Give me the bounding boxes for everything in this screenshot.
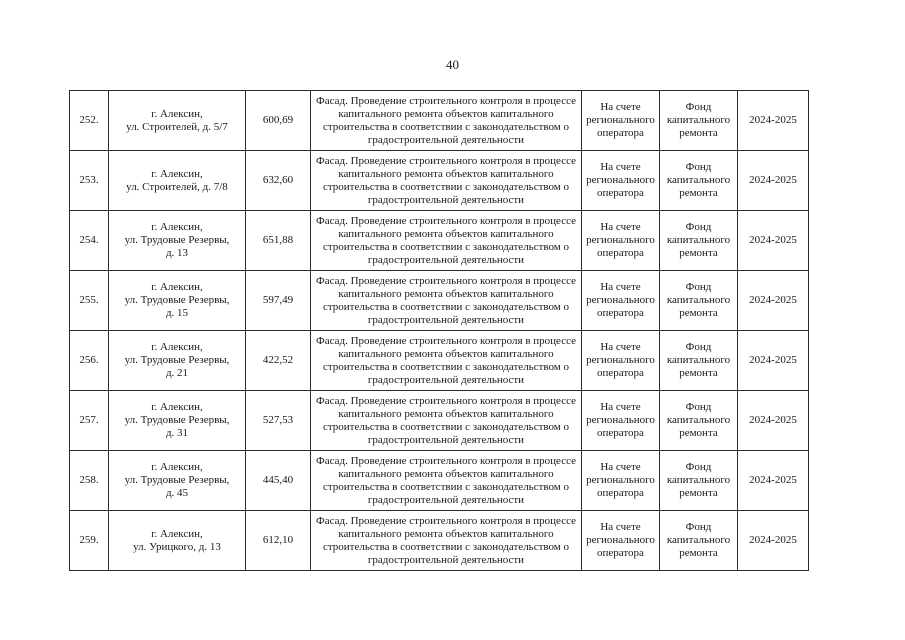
work-description-line: Фасад. Проведение строительного контроля в процессе	[316, 94, 576, 107]
account-cell	[582, 511, 660, 571]
work-description-line: градостроительной деятельности	[367, 553, 525, 566]
work-description-line: Фасад. Проведение строительного контроля в процессе	[316, 394, 576, 407]
period-cell: 2024-2025	[738, 211, 809, 271]
funding-source-line: Фонд	[685, 461, 712, 473]
address-cell	[109, 391, 246, 451]
address-line: д. 21	[165, 367, 189, 379]
work-description-cell	[311, 451, 582, 511]
period-cell: 2024-2025	[738, 151, 809, 211]
funding-source-line: ремонта	[679, 487, 718, 499]
work-description-line: строительства в соответствии с законодательством о	[322, 240, 570, 253]
work-description-line: Фасад. Проведение строительного контроля в процессе	[316, 154, 576, 167]
work-description-line: Фасад. Проведение строительного контроля в процессе	[316, 214, 576, 227]
account-cell	[582, 91, 660, 151]
table-row	[70, 451, 809, 511]
funding-source-line: ремонта	[679, 367, 718, 379]
period-cell: 2024-2025	[738, 511, 809, 571]
account-cell	[582, 331, 660, 391]
address-line: д. 45	[165, 487, 189, 499]
account-cell	[582, 451, 660, 511]
work-description-line: Фасад. Проведение строительного контроля в процессе	[316, 454, 576, 467]
address-cell	[109, 211, 246, 271]
funding-source-line: капитального	[666, 234, 731, 246]
funding-source-line: ремонта	[679, 127, 718, 139]
account-line: На счете	[600, 461, 641, 473]
account-cell	[582, 391, 660, 451]
table-row	[70, 271, 809, 331]
work-description-line: градостроительной деятельности	[367, 433, 525, 446]
work-description-line: Фасад. Проведение строительного контроля в процессе	[316, 334, 576, 347]
address-line: г. Алексин,	[151, 341, 203, 353]
address-line: ул. Трудовые Резервы,	[124, 474, 230, 486]
work-description-line: Фасад. Проведение строительного контроля в процессе	[316, 274, 576, 287]
funding-source-line: ремонта	[679, 547, 718, 559]
area-cell: 445,40	[246, 451, 311, 511]
account-line: регионального	[586, 354, 655, 366]
account-line: оператора	[597, 127, 644, 139]
work-description-cell	[311, 331, 582, 391]
funding-source-cell	[660, 271, 738, 331]
row-number-cell: 254.	[70, 211, 109, 271]
funding-source-line: Фонд	[685, 101, 712, 113]
account-line: регионального	[586, 174, 655, 186]
address-line: д. 13	[165, 247, 189, 259]
funding-source-line: капитального	[666, 294, 731, 306]
table-row	[70, 151, 809, 211]
work-description-line: капитального ремонта объектов капитального	[338, 107, 554, 120]
funding-source-cell	[660, 391, 738, 451]
work-description-line: строительства в соответствии с законодательством о	[322, 540, 570, 553]
account-line: На счете	[600, 521, 641, 533]
work-description-line: капитального ремонта объектов капитального	[338, 527, 554, 540]
address-line: ул. Урицкого, д. 13	[133, 540, 221, 553]
account-line: На счете	[600, 161, 641, 173]
address-line: ул. Строителей, д. 7/8	[126, 180, 228, 193]
account-line: регионального	[586, 234, 655, 246]
account-line: оператора	[597, 187, 644, 199]
account-line: оператора	[597, 547, 644, 559]
funding-source-line: Фонд	[685, 161, 712, 173]
row-number-cell: 255.	[70, 271, 109, 331]
work-description-line: строительства в соответствии с законодательством о	[322, 300, 570, 313]
address-line: г. Алексин,	[151, 167, 203, 180]
work-description-line: градостроительной деятельности	[367, 313, 525, 326]
work-description-cell	[311, 511, 582, 571]
table-row	[70, 91, 809, 151]
account-line: регионального	[586, 294, 655, 306]
area-cell: 597,49	[246, 271, 311, 331]
funding-source-cell	[660, 151, 738, 211]
address-line: ул. Строителей, д. 5/7	[126, 120, 228, 133]
account-line: регионального	[586, 534, 655, 546]
page-number: 40	[446, 57, 459, 72]
area-cell: 612,10	[246, 511, 311, 571]
work-description-line: строительства в соответствии с законодательством о	[322, 120, 570, 133]
account-line: оператора	[597, 247, 644, 259]
work-description-line: капитального ремонта объектов капитального	[338, 407, 554, 420]
funding-source-line: капитального	[666, 354, 731, 366]
funding-source-line: капитального	[666, 534, 731, 546]
work-description-cell	[311, 391, 582, 451]
account-cell	[582, 271, 660, 331]
repair-registry-table	[69, 90, 809, 571]
work-description-line: градостроительной деятельности	[367, 133, 525, 146]
area-cell: 600,69	[246, 91, 311, 151]
work-description-line: строительства в соответствии с законодательством о	[322, 480, 570, 493]
funding-source-cell	[660, 451, 738, 511]
table-row	[70, 331, 809, 391]
row-number-cell: 256.	[70, 331, 109, 391]
account-line: На счете	[600, 221, 641, 233]
table-row	[70, 511, 809, 571]
work-description-line: градостроительной деятельности	[367, 193, 525, 206]
funding-source-cell	[660, 331, 738, 391]
table-row	[70, 391, 809, 451]
registry-body	[70, 91, 809, 571]
account-line: оператора	[597, 367, 644, 379]
address-line: д. 31	[165, 427, 189, 439]
account-line: На счете	[600, 281, 641, 293]
funding-source-cell	[660, 91, 738, 151]
account-line: На счете	[600, 101, 641, 113]
work-description-cell	[311, 151, 582, 211]
work-description-cell	[311, 91, 582, 151]
address-line: ул. Трудовые Резервы,	[124, 354, 230, 366]
funding-source-cell	[660, 211, 738, 271]
work-description-cell	[311, 211, 582, 271]
work-description-cell	[311, 271, 582, 331]
funding-source-line: ремонта	[679, 247, 718, 259]
account-line: регионального	[586, 114, 655, 126]
funding-source-line: ремонта	[679, 427, 718, 439]
address-line: ул. Трудовые Резервы,	[124, 294, 230, 306]
address-cell	[109, 331, 246, 391]
row-number-cell: 257.	[70, 391, 109, 451]
work-description-line: градостроительной деятельности	[367, 373, 525, 386]
funding-source-line: ремонта	[679, 307, 718, 319]
account-line: На счете	[600, 401, 641, 413]
funding-source-line: Фонд	[685, 341, 712, 353]
work-description-line: строительства в соответствии с законодательством о	[322, 420, 570, 433]
funding-source-line: Фонд	[685, 221, 712, 233]
work-description-line: градостроительной деятельности	[367, 253, 525, 266]
account-cell	[582, 151, 660, 211]
area-cell: 527,53	[246, 391, 311, 451]
funding-source-line: Фонд	[685, 281, 712, 293]
address-cell	[109, 451, 246, 511]
area-cell: 632,60	[246, 151, 311, 211]
area-cell: 422,52	[246, 331, 311, 391]
work-description-line: капитального ремонта объектов капитального	[338, 287, 554, 300]
work-description-line: капитального ремонта объектов капитального	[338, 467, 554, 480]
row-number-cell: 258.	[70, 451, 109, 511]
period-cell: 2024-2025	[738, 91, 809, 151]
funding-source-line: Фонд	[685, 521, 712, 533]
funding-source-line: Фонд	[685, 401, 712, 413]
account-cell	[582, 211, 660, 271]
address-line: г. Алексин,	[151, 221, 203, 233]
area-cell: 651,88	[246, 211, 311, 271]
account-line: регионального	[586, 474, 655, 486]
table-row	[70, 211, 809, 271]
work-description-line: градостроительной деятельности	[367, 493, 525, 506]
work-description-line: строительства в соответствии с законодательством о	[322, 180, 570, 193]
account-line: оператора	[597, 307, 644, 319]
address-line: г. Алексин,	[151, 461, 203, 473]
row-number-cell: 259.	[70, 511, 109, 571]
period-cell: 2024-2025	[738, 271, 809, 331]
address-line: г. Алексин,	[151, 401, 203, 413]
funding-source-line: капитального	[666, 114, 731, 126]
address-line: д. 15	[165, 307, 189, 319]
address-line: ул. Трудовые Резервы,	[124, 414, 230, 426]
work-description-line: капитального ремонта объектов капитального	[338, 167, 554, 180]
row-number-cell: 252.	[70, 91, 109, 151]
work-description-line: капитального ремонта объектов капитального	[338, 227, 554, 240]
address-line: г. Алексин,	[151, 107, 203, 120]
account-line: оператора	[597, 427, 644, 439]
funding-source-line: капитального	[666, 474, 731, 486]
period-cell: 2024-2025	[738, 331, 809, 391]
address-cell	[109, 271, 246, 331]
funding-source-cell	[660, 511, 738, 571]
period-cell: 2024-2025	[738, 391, 809, 451]
address-line: ул. Трудовые Резервы,	[124, 234, 230, 246]
address-cell	[109, 511, 246, 571]
funding-source-line: ремонта	[679, 187, 718, 199]
account-line: регионального	[586, 414, 655, 426]
work-description-line: Фасад. Проведение строительного контроля в процессе	[316, 514, 576, 527]
work-description-line: строительства в соответствии с законодательством о	[322, 360, 570, 373]
account-line: На счете	[600, 341, 641, 353]
address-cell	[109, 91, 246, 151]
address-line: г. Алексин,	[151, 281, 203, 293]
funding-source-line: капитального	[666, 174, 731, 186]
period-cell: 2024-2025	[738, 451, 809, 511]
work-description-line: капитального ремонта объектов капитального	[338, 347, 554, 360]
funding-source-line: капитального	[666, 414, 731, 426]
address-line: г. Алексин,	[151, 527, 203, 540]
address-cell	[109, 151, 246, 211]
row-number-cell: 253.	[70, 151, 109, 211]
account-line: оператора	[597, 487, 644, 499]
